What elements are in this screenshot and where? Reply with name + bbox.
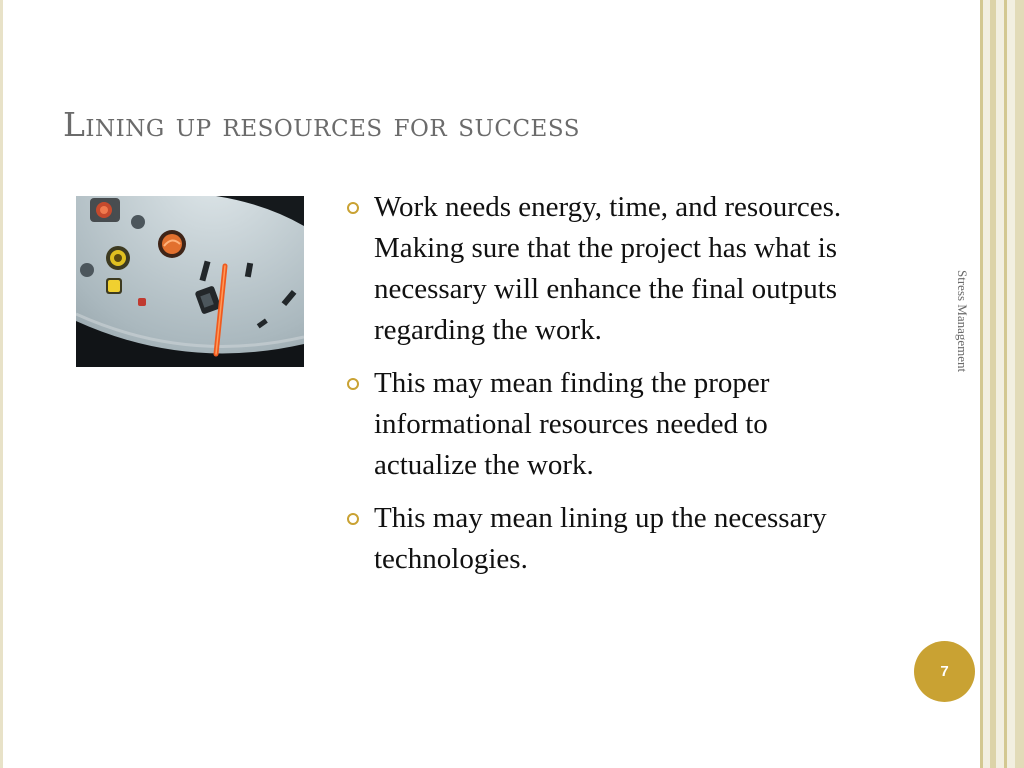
footer-side-label: Stress Management — [955, 270, 970, 373]
bullet-list — [344, 187, 864, 592]
bullet-text: This may mean lining up the necessary technologies. — [374, 502, 827, 575]
page-number: 7 — [940, 663, 949, 680]
right-stripe — [1015, 0, 1024, 768]
left-border — [0, 0, 3, 768]
right-stripe — [1004, 0, 1007, 768]
dashboard-gauge-image — [76, 196, 304, 367]
list-item — [344, 363, 864, 486]
list-item — [344, 187, 864, 351]
bullet-text: Work needs energy, time, and resources. Making sure that the project has what is necessary will enhance the final outputs regarding the work. — [374, 191, 842, 346]
slide-title: Lining up resources for success — [63, 105, 580, 144]
page-number-badge — [914, 641, 975, 702]
right-stripe — [990, 0, 996, 768]
list-item — [344, 498, 864, 580]
bullet-text: This may mean finding the proper informational resources needed to actualize the work. — [374, 367, 770, 481]
right-stripe — [980, 0, 983, 768]
bullet-circle-icon — [347, 202, 359, 214]
bullet-circle-icon — [347, 513, 359, 525]
bullet-circle-icon — [347, 378, 359, 390]
